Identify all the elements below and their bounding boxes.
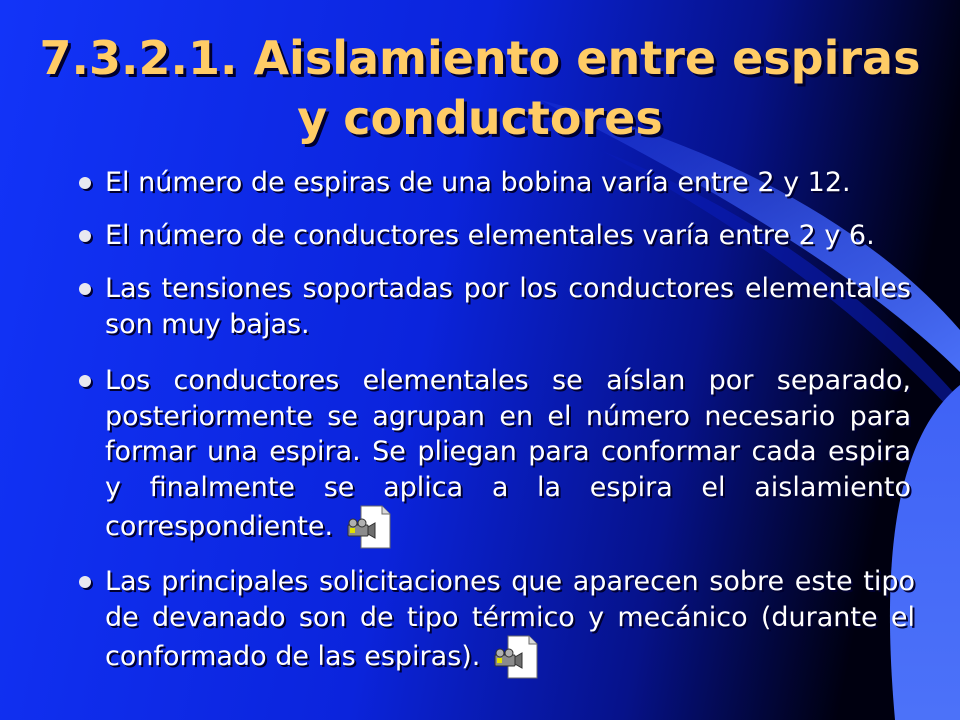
bullet-dot-icon xyxy=(79,230,91,242)
bullet-text: Las tensiones soportadas por los conductores elementales son muy bajas. xyxy=(105,273,911,340)
slide-title xyxy=(0,28,960,148)
movie-clip-icon[interactable] xyxy=(345,505,391,549)
slide-title-line1: 7.3.2.1. Aislamiento entre espiras xyxy=(39,31,921,85)
bullet-dot-icon xyxy=(79,177,91,189)
bullet-text: El número de conductores elementales varía entre 2 y 6. xyxy=(105,220,875,251)
slide-title-line2: y conductores xyxy=(297,91,663,145)
bullet-dot-icon xyxy=(79,576,91,588)
movie-clip-icon[interactable] xyxy=(492,635,538,679)
bullet-text: El número de espiras de una bobina varía entre 2 y 12. xyxy=(105,167,851,198)
bullet-text: Los conductores elementales se aíslan por separado, posteriormente se agrupan en el número necesario para formar una espira. Se pliegan para conformar cada espira y finalmente se aplica a la espira el aislamiento correspondiente. xyxy=(105,365,911,542)
bullet-dot-icon xyxy=(79,375,91,387)
bullet-text: Las principales solicitaciones que aparecen sobre este tipo de devanado son de tipo térmico y mecánico (durante el conformado de las espiras). xyxy=(105,566,915,672)
bullet-paragraph xyxy=(105,564,915,679)
bullet-dot-icon xyxy=(79,283,91,295)
bullet-paragraph xyxy=(105,363,911,549)
